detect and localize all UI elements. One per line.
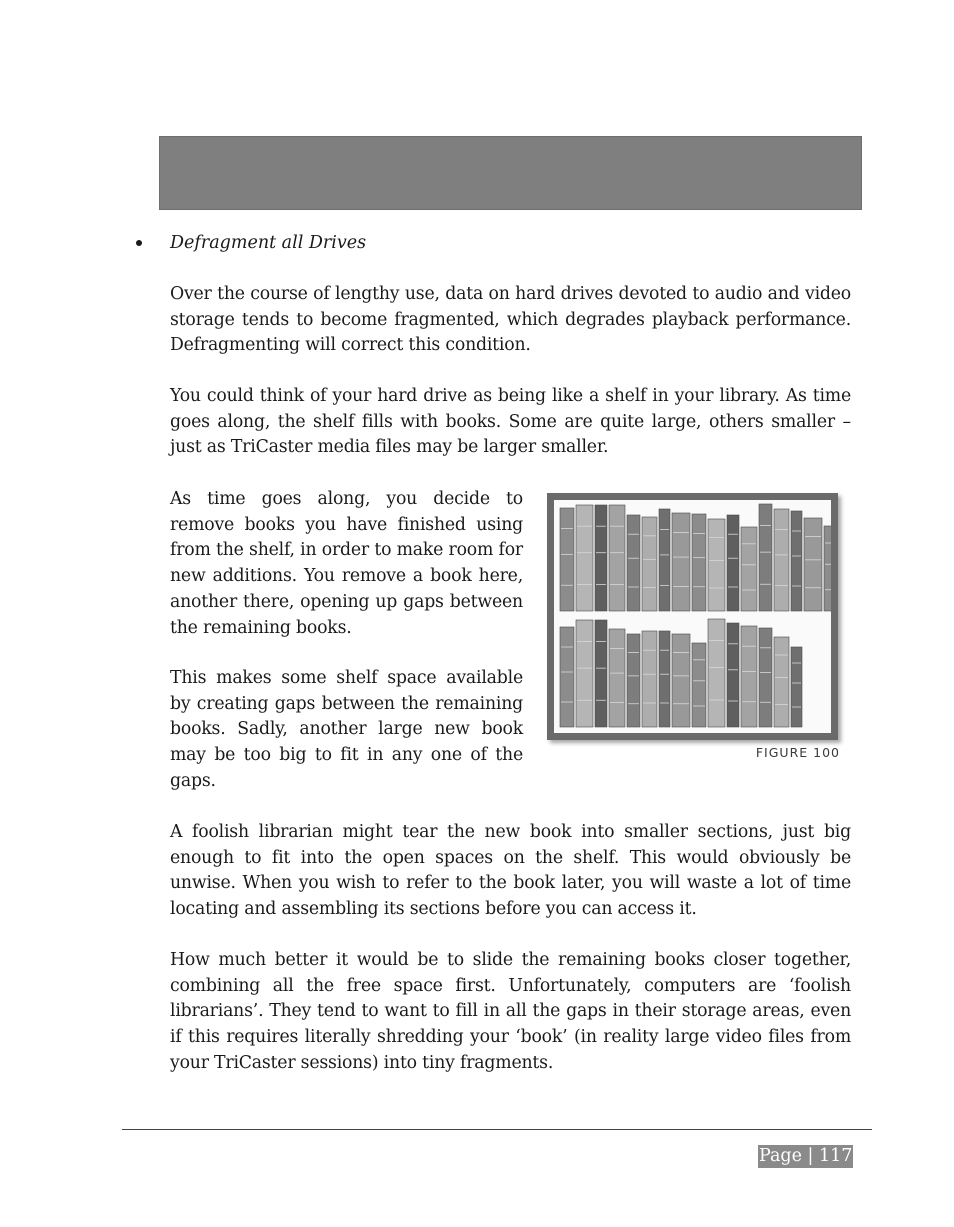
book-spine <box>576 505 593 611</box>
book-spine <box>659 509 670 611</box>
book-spine <box>791 511 802 611</box>
book-spine <box>759 628 772 727</box>
footer-rule <box>122 1129 872 1130</box>
book-spine <box>741 527 757 611</box>
figure-bookshelf <box>547 493 838 740</box>
paragraph-shelf-analogy: You could think of your hard drive as being like a shelf in your library. As time goes along, the shelf fills with books. Some are quite large, others smaller – just as TriCaster media files may be larger smaller. <box>170 386 851 458</box>
paragraph-gaps: This makes some shelf space available by creating gaps between the remaining books. Sadly, another large new book may be too big to fit in any one of the gaps. <box>170 668 523 791</box>
book-spine <box>774 637 789 727</box>
book-spine <box>804 518 822 611</box>
book-spine <box>595 505 607 611</box>
book-spine <box>642 517 657 611</box>
book-spine <box>727 515 739 611</box>
page-number: Page | 117 <box>759 1146 853 1166</box>
book-spine <box>741 626 757 727</box>
book-spine <box>642 631 657 727</box>
book-spine <box>627 515 640 611</box>
book-spine <box>672 634 690 727</box>
book-spine <box>560 627 574 727</box>
header-band <box>159 136 862 210</box>
book-spine <box>627 634 640 727</box>
book-spine <box>692 514 706 611</box>
book-spine <box>708 519 725 611</box>
bullet-title: Defragment all Drives <box>170 233 367 253</box>
bullet-icon <box>136 240 142 246</box>
bookshelf-illustration <box>554 500 831 733</box>
book-spine <box>791 647 802 727</box>
figure-caption: FIGURE 100 <box>755 745 840 760</box>
paragraph-foolish-librarian: A foolish librarian might tear the new book into smaller sections, just big enough to fit into the open spaces on the shelf. This would obviously be unwise. When you wish to refer to the book later, you will waste a lot of time locating and assembling its sections before you can access it. <box>170 822 851 920</box>
book-spine <box>609 505 625 611</box>
paragraph-intro: Over the course of lengthy use, data on hard drives devoted to audio and video storage tends to become fragmented, which degrades playback performance. Defragmenting will correct this condition. <box>170 284 851 356</box>
book-spine <box>824 526 831 611</box>
book-spine <box>560 508 574 611</box>
book-spine <box>708 619 725 727</box>
book-spine <box>576 620 593 727</box>
book-spine <box>692 643 706 727</box>
book-spine <box>609 629 625 727</box>
book-spine <box>727 623 739 727</box>
book-spine <box>659 631 670 727</box>
book-spine <box>595 620 607 727</box>
paragraph-remove-books: As time goes along, you decide to remove books you have finished using from the shelf, in order to make room for new additions. You remove a book here, another there, opening up gaps between the remaining books. <box>170 489 523 638</box>
paragraph-slide-books: How much better it would be to slide the remaining books closer together, combining all the free space first. Unfortunately, computers are ‘foolish librarians’. They tend to want to fill in all the gaps in their storage areas, even if this requires literally shredding your ‘book’ (in reality large video files from your TriCaster sessions) into tiny fragments. <box>170 950 851 1073</box>
book-spine <box>672 513 690 611</box>
bullet-item <box>136 230 856 256</box>
book-spine <box>759 504 772 611</box>
book-spine <box>774 509 789 611</box>
